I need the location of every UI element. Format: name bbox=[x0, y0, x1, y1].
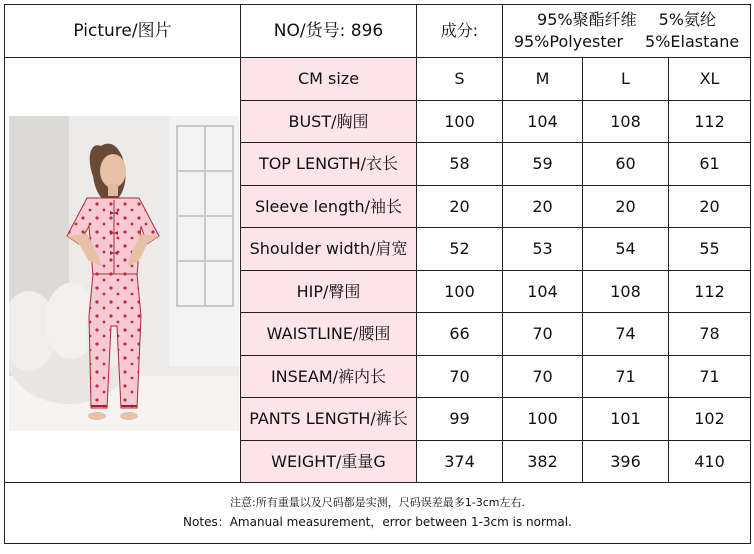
table-cell: 374 bbox=[417, 440, 503, 483]
row-label-weight: WEIGHT/重量G bbox=[241, 440, 417, 483]
picture-label: Picture/图片 bbox=[5, 5, 241, 58]
table-cell: 100 bbox=[417, 100, 503, 143]
table-cell: 66 bbox=[417, 313, 503, 356]
table-cell: 382 bbox=[503, 440, 583, 483]
table-cell: 20 bbox=[583, 185, 669, 228]
size-l-header: L bbox=[583, 58, 669, 101]
table-cell: 53 bbox=[503, 228, 583, 271]
table-cell: 74 bbox=[583, 313, 669, 356]
product-photo bbox=[9, 116, 239, 431]
table-cell: 71 bbox=[669, 355, 751, 398]
table-cell: 100 bbox=[417, 270, 503, 313]
table-cell: 102 bbox=[669, 398, 751, 441]
table-cell: 20 bbox=[417, 185, 503, 228]
table-cell: 104 bbox=[503, 270, 583, 313]
header-row bbox=[5, 5, 751, 58]
table-cell: 101 bbox=[583, 398, 669, 441]
table-cell: 108 bbox=[583, 100, 669, 143]
table-cell: 20 bbox=[669, 185, 751, 228]
table-cell: 71 bbox=[583, 355, 669, 398]
row-label-hip: HIP/臀围 bbox=[241, 270, 417, 313]
row-label-bust: BUST/胸围 bbox=[241, 100, 417, 143]
notes-row bbox=[5, 483, 751, 544]
table-cell: 108 bbox=[583, 270, 669, 313]
table-cell: 112 bbox=[669, 100, 751, 143]
table-cell: 52 bbox=[417, 228, 503, 271]
table-cell: 54 bbox=[583, 228, 669, 271]
row-label-waistline: WAISTLINE/腰围 bbox=[241, 313, 417, 356]
row-label-sleeve-length: Sleeve length/袖长 bbox=[241, 185, 417, 228]
table-cell: 55 bbox=[669, 228, 751, 271]
composition-en-a: 95%Polyester bbox=[513, 32, 624, 51]
row-label-shoulder-width: Shoulder width/肩宽 bbox=[241, 228, 417, 271]
table-cell: 78 bbox=[669, 313, 751, 356]
row-label-top-length: TOP LENGTH/衣长 bbox=[241, 143, 417, 186]
product-photo-cell bbox=[5, 58, 241, 483]
table-cell: 104 bbox=[503, 100, 583, 143]
composition-cn-line bbox=[503, 9, 750, 31]
composition-label: 成分: bbox=[417, 5, 503, 58]
table-cell: 58 bbox=[417, 143, 503, 186]
size-xl-header: XL bbox=[669, 58, 751, 101]
row-label-pants-length: PANTS LENGTH/裤长 bbox=[241, 398, 417, 441]
table-cell: 112 bbox=[669, 270, 751, 313]
table-cell: 100 bbox=[503, 398, 583, 441]
size-s-header: S bbox=[417, 58, 503, 101]
table-cell: 99 bbox=[417, 398, 503, 441]
notes-cell bbox=[5, 483, 751, 544]
size-chart-table bbox=[4, 4, 751, 544]
note-english: Notes：Amanual measurement，error between 1-3cm is normal. bbox=[183, 515, 572, 530]
table-cell: 70 bbox=[503, 313, 583, 356]
size-m-header: M bbox=[503, 58, 583, 101]
table-cell: 59 bbox=[503, 143, 583, 186]
product-number: NO/货号: 896 bbox=[241, 5, 417, 58]
composition-cn-a: 95%聚酯纤维 bbox=[537, 10, 637, 30]
table-cell: 70 bbox=[417, 355, 503, 398]
table-cell: 396 bbox=[583, 440, 669, 483]
size-header-row bbox=[5, 58, 751, 101]
cm-size-label: CM size bbox=[241, 58, 417, 101]
composition-values bbox=[503, 5, 751, 58]
composition-en-b: 5%Elastane bbox=[645, 32, 740, 51]
composition-en-line bbox=[503, 31, 750, 53]
table-cell: 410 bbox=[669, 440, 751, 483]
table-cell: 20 bbox=[503, 185, 583, 228]
row-label-inseam: INSEAM/裤内长 bbox=[241, 355, 417, 398]
table-cell: 61 bbox=[669, 143, 751, 186]
table-cell: 60 bbox=[583, 143, 669, 186]
table-cell: 70 bbox=[503, 355, 583, 398]
note-chinese: 注意:所有重量以及尺码都是实测，尺码误差最多1-3cm左右. bbox=[230, 496, 525, 510]
composition-cn-b: 5%氨纶 bbox=[658, 10, 716, 30]
